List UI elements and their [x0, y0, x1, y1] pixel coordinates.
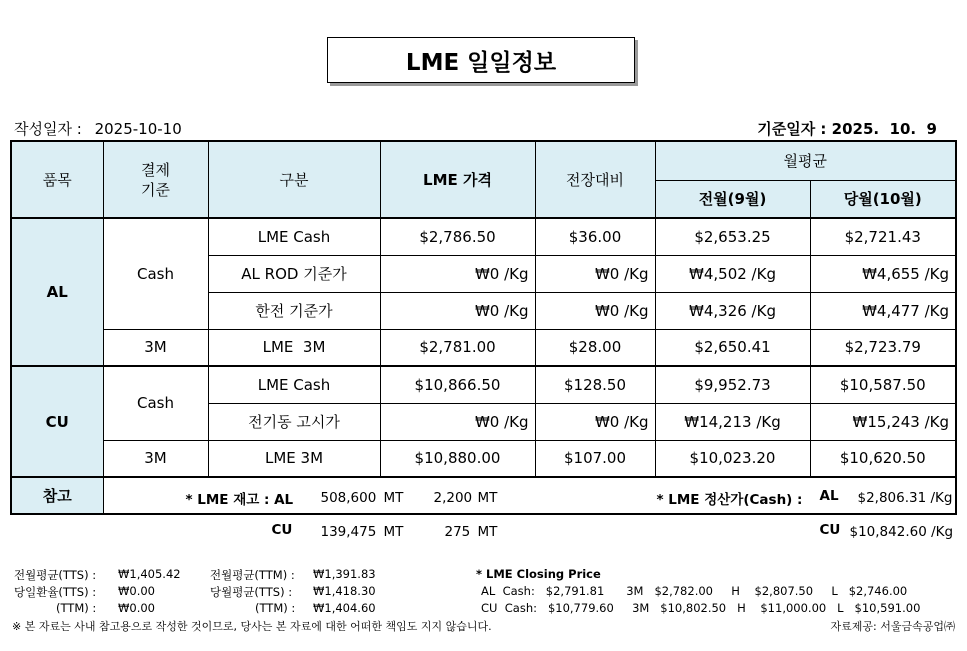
stock-label: * LME 재고 : AL — [185, 492, 294, 508]
footer-l1b: 전월평균(TTM) : — [210, 568, 295, 582]
cu-label: CU — [271, 522, 293, 538]
settle-cell: 3M — [103, 440, 208, 477]
footer-l1a: 전월평균(TTS) : — [14, 568, 97, 582]
closing-al: AL Cash: $2,791.81 3M $2,782.00 H $2,807.50 L $2,746.00 — [481, 584, 908, 598]
prev-cell: ₩4,326 /Kg — [655, 292, 810, 329]
prev-cell: $9,952.73 — [655, 366, 810, 403]
footer-l2b: 당월평균(TTS) : — [210, 585, 293, 599]
price-cell: ₩0 /Kg — [380, 403, 535, 440]
prev-cell: ₩4,502 /Kg — [655, 255, 810, 292]
category-cell: 전기동 고시가 — [208, 403, 380, 440]
base-label: 기준일자 : — [757, 120, 827, 138]
price-cell: $2,786.50 — [380, 218, 535, 255]
table-row — [11, 218, 956, 255]
category-cell: LME 3M — [208, 329, 380, 366]
prev-cell: $2,650.41 — [655, 329, 810, 366]
cu-unit: MT — [383, 524, 404, 540]
al-change: 2,200 — [433, 490, 473, 506]
settle-cell: Cash — [103, 218, 208, 329]
settle-al-label: AL — [819, 488, 839, 504]
cur-cell: ₩4,477 /Kg — [810, 292, 956, 329]
change-cell: $36.00 — [535, 218, 655, 255]
disclaimer: ※ 본 자료는 사내 참고용으로 작성한 것이므로, 당사는 본 자료에 대한 어떠한 책임도 지지 않습니다. — [12, 620, 492, 633]
cu-stock: 139,475 — [320, 524, 377, 540]
table-row — [11, 440, 956, 477]
category-cell: LME Cash — [208, 218, 380, 255]
cur-cell: ₩15,243 /Kg — [810, 403, 956, 440]
cur-cell: $10,620.50 — [810, 440, 956, 477]
table-row — [11, 366, 956, 403]
price-cell: ₩0 /Kg — [380, 255, 535, 292]
settle-cu-label: CU — [819, 522, 841, 538]
header-lme-price: LME 가격 — [380, 141, 535, 218]
closing-title: * LME Closing Price — [476, 567, 601, 581]
settle-label: * LME 정산가(Cash) : — [656, 492, 803, 508]
table-row — [11, 329, 956, 366]
prev-cell: $2,653.25 — [655, 218, 810, 255]
category-cell: LME Cash — [208, 366, 380, 403]
header-prev-month: 전월(9월) — [655, 180, 810, 218]
footer-l1a-val: ₩1,405.42 — [118, 567, 181, 581]
price-cell: $2,781.00 — [380, 329, 535, 366]
lme-table — [10, 140, 957, 540]
created-value: 2025-10-10 — [94, 120, 182, 138]
data-source: 자료제공: 서울금속공업㈜ — [830, 620, 955, 633]
al-unit: MT — [383, 490, 404, 506]
change-cell: ₩0 /Kg — [535, 403, 655, 440]
header-category: 구분 — [208, 141, 380, 218]
header-settle: 결제 기준 — [103, 141, 208, 218]
prev-cell: ₩14,213 /Kg — [655, 403, 810, 440]
cur-cell: $2,721.43 — [810, 218, 956, 255]
price-cell: $10,880.00 — [380, 440, 535, 477]
change-cell: ₩0 /Kg — [535, 255, 655, 292]
price-cell: $10,866.50 — [380, 366, 535, 403]
category-cell: LME 3M — [208, 440, 380, 477]
header-cur-month: 당월(10월) — [810, 180, 956, 218]
settle-al: $2,806.31 /Kg — [857, 490, 953, 506]
settle-cell: 3M — [103, 329, 208, 366]
cu-change: 275 — [444, 524, 471, 540]
cu-change-unit: MT — [477, 524, 498, 540]
settle-cell: Cash — [103, 366, 208, 440]
group-cu: CU — [11, 366, 103, 477]
cur-cell: $2,723.79 — [810, 329, 956, 366]
footer-l3b: (TTM) : — [255, 601, 296, 615]
closing-cu: CU Cash: $10,779.60 3M $10,802.50 H $11,000.00 L $10,591.00 — [481, 601, 921, 615]
settle-cu: $10,842.60 /Kg — [849, 524, 954, 540]
base-value: 2025. 10. 9 — [831, 120, 937, 138]
change-cell: $107.00 — [535, 440, 655, 477]
group-al: AL — [11, 218, 103, 366]
footer-l1b-val: ₩1,391.83 — [313, 567, 376, 581]
category-cell: AL ROD 기준가 — [208, 255, 380, 292]
reference-area — [103, 477, 956, 540]
cur-cell: $10,587.50 — [810, 366, 956, 403]
change-cell: $128.50 — [535, 366, 655, 403]
footer-l3b-val: ₩1,404.60 — [313, 601, 376, 615]
cur-cell: ₩4,655 /Kg — [810, 255, 956, 292]
header-monthly-avg: 월평균 — [655, 141, 956, 180]
price-cell: ₩0 /Kg — [380, 292, 535, 329]
base-date — [757, 118, 937, 139]
header-item: 품목 — [11, 141, 103, 218]
footer-l2a: 당일환율(TTS) : — [14, 585, 97, 599]
reference-row — [11, 477, 956, 514]
change-cell: $28.00 — [535, 329, 655, 366]
created-date — [14, 118, 182, 139]
group-ref: 참고 — [11, 477, 103, 514]
footer-l3a: (TTM) : — [56, 601, 97, 615]
footer-l2b-val: ₩1,418.30 — [313, 584, 376, 598]
al-change-unit: MT — [477, 490, 498, 506]
created-label: 작성일자 : — [14, 120, 82, 138]
footer-l3a-val: ₩0.00 — [118, 601, 155, 615]
change-cell: ₩0 /Kg — [535, 292, 655, 329]
category-cell: 한전 기준가 — [208, 292, 380, 329]
page-title: LME 일일정보 — [327, 37, 635, 83]
footer-l2a-val: ₩0.00 — [118, 584, 155, 598]
al-stock: 508,600 — [320, 490, 377, 506]
prev-cell: $10,023.20 — [655, 440, 810, 477]
header-change: 전장대비 — [535, 141, 655, 218]
